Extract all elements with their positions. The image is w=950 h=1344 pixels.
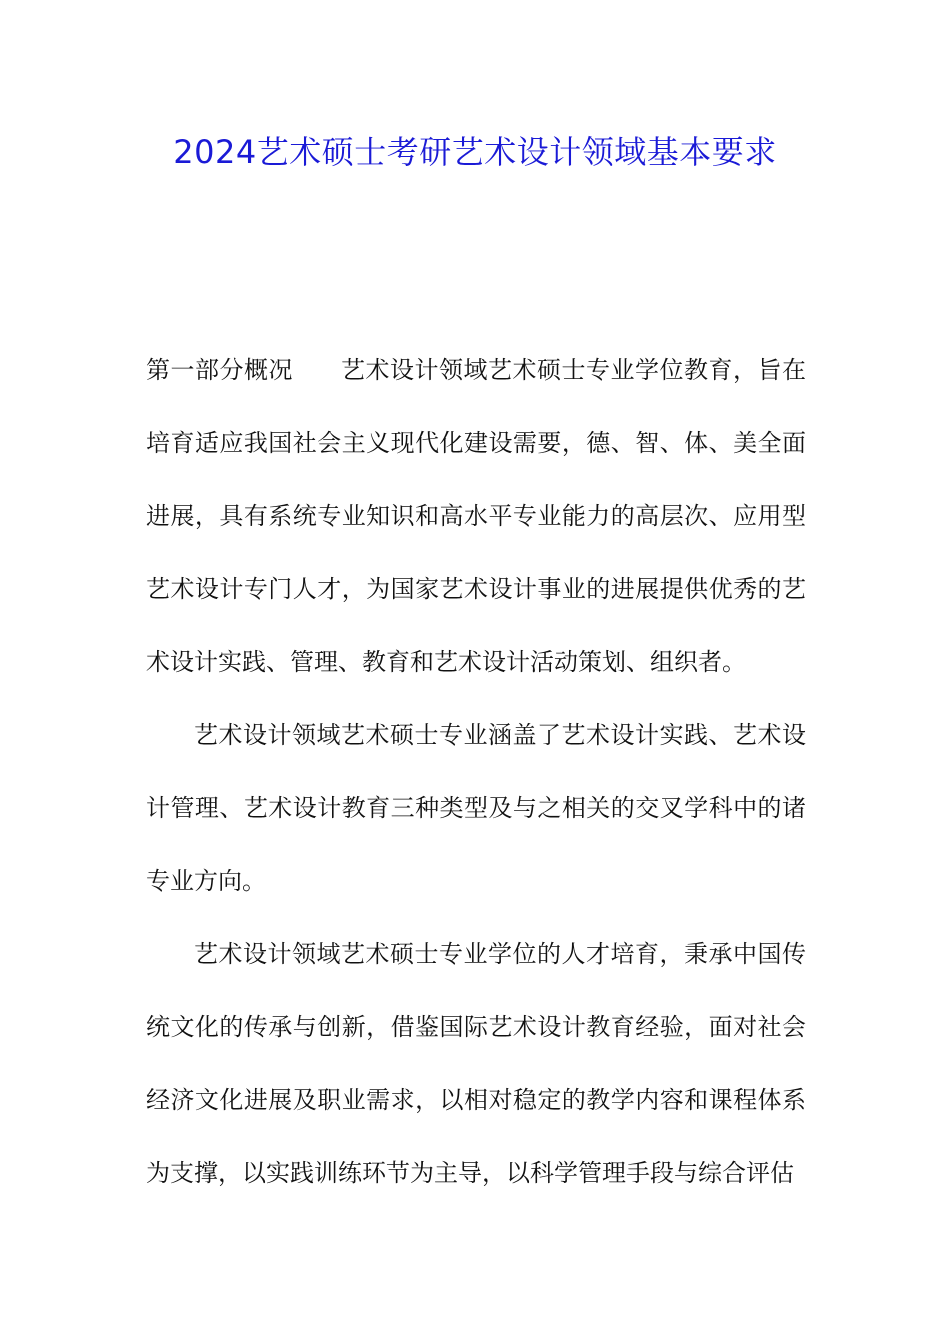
paragraph-3: 艺术设计领域艺术硕士专业学位的人才培育，秉承中国传统文化的传承与创新，借鉴国际艺术设计教育经验，面对社会经济文化进展及职业需求，以相对稳定的教学内容和课程体系为支撑，以实践训练环节为主导，以科学管理手段与综合评估: [146, 940, 806, 1187]
document-title: 2024艺术硕士考研艺术设计领域基本要求: [173, 133, 777, 171]
paragraph-1: [146, 334, 806, 699]
document-body: [146, 334, 806, 1210]
paragraph-1-text: 艺术设计领域艺术硕士专业学位教育，旨在培育适应我国社会主义现代化建设需要，德、智、体、美全面进展，具有系统专业知识和高水平专业能力的高层次、应用型艺术设计专门人才，为国家艺术设计事业的进展提供优秀的艺术设计实践、管理、教育和艺术设计活动策划、组织者。: [146, 356, 806, 676]
section-heading: 第一部分概况: [146, 356, 293, 384]
paragraph-2: 艺术设计领域艺术硕士专业涵盖了艺术设计实践、艺术设计管理、艺术设计教育三种类型及与之相关的交叉学科中的诸专业方向。: [146, 721, 806, 895]
